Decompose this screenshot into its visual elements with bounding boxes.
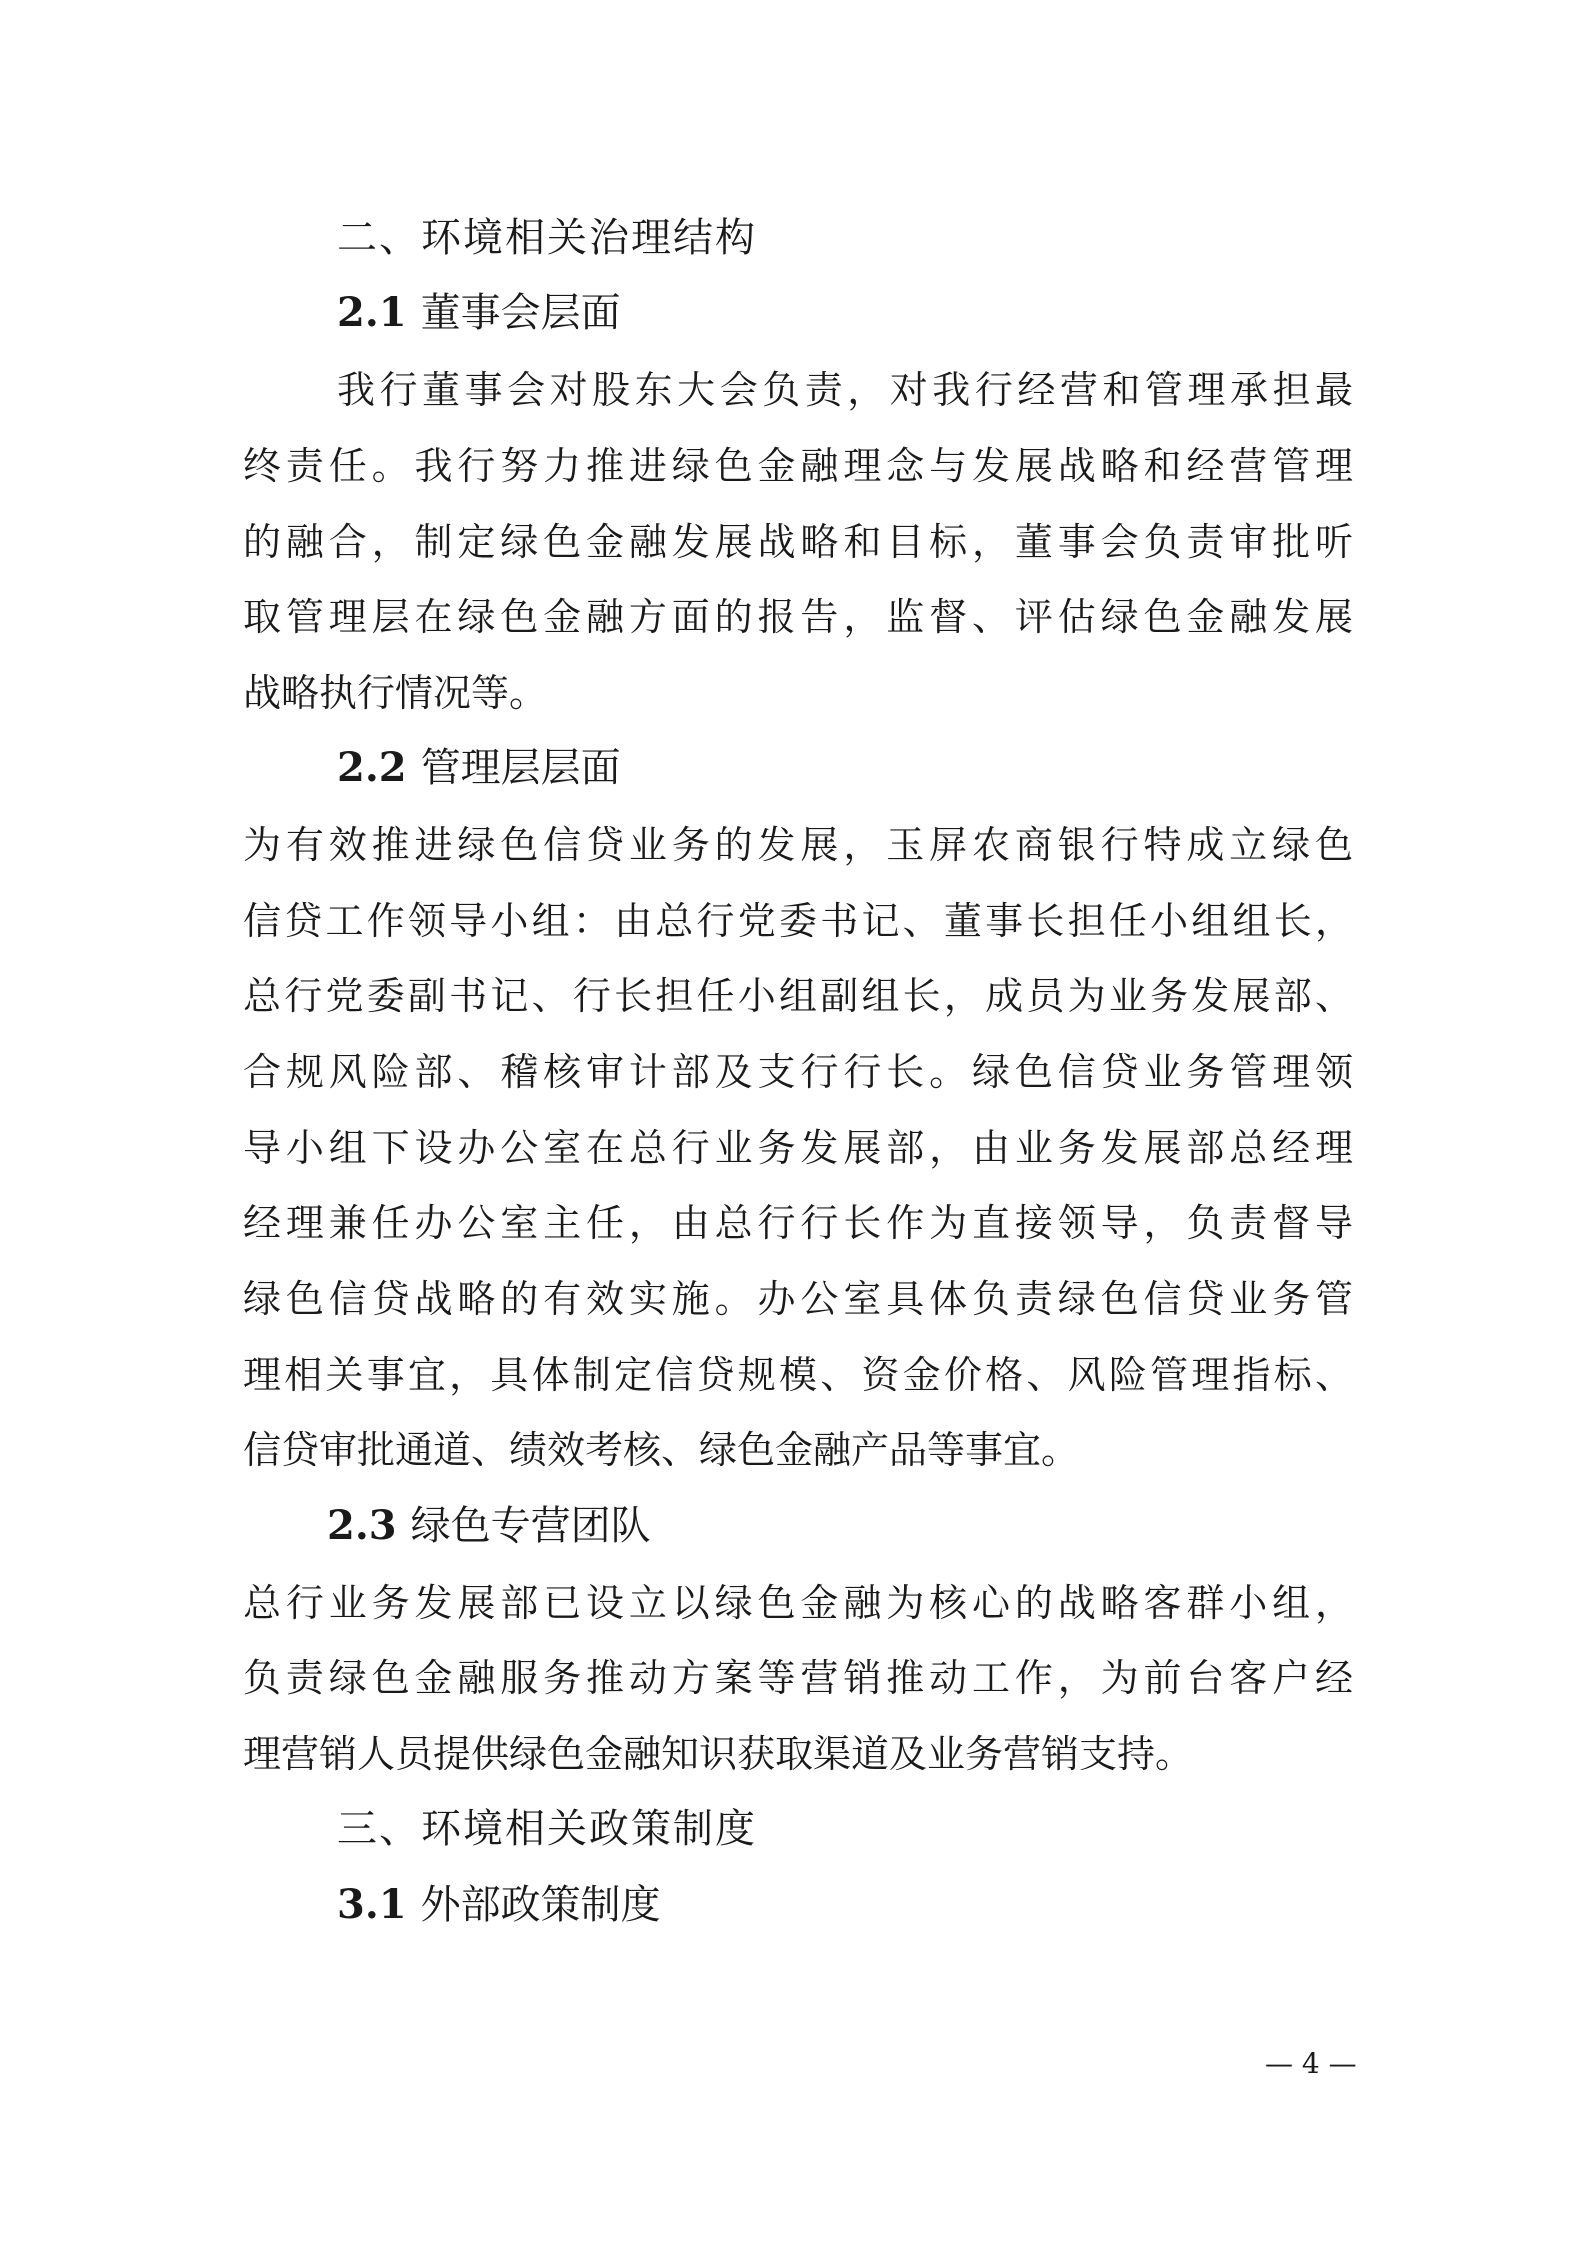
paragraph-line: 信贷工作领导小组：由总行党委书记、董事长担任小组组长，	[243, 899, 1353, 943]
paragraph-line: 信贷审批通道、绩效考核、绿色金融产品等事宜。	[243, 1428, 1080, 1472]
subsection-number: 2.3	[327, 1502, 397, 1549]
paragraph-line: 的融合，制定绿色金融发展战略和目标，董事会负责审批听	[243, 520, 1353, 564]
section-heading-2: 二、环境相关治理结构	[337, 215, 757, 261]
subsection-number: 2.1	[337, 289, 407, 336]
paragraph-line: 经理兼任办公室主任，由总行行长作为直接领导，负责督导	[243, 1201, 1353, 1245]
paragraph-line: 为有效推进绿色信贷业务的发展，玉屏农商银行特成立绿色	[243, 823, 1353, 867]
subsection-heading-2-1	[337, 287, 621, 339]
paragraph-line: 理相关事宜，具体制定信贷规模、资金价格、风险管理指标、	[243, 1353, 1353, 1397]
subsection-heading-2-2	[337, 742, 621, 794]
subsection-heading-2-3	[327, 1500, 651, 1552]
paragraph-line: 负责绿色金融服务推动方案等营销推动工作，为前台客户经	[243, 1656, 1353, 1700]
subsection-title: 董事会层面	[420, 290, 621, 336]
subsection-title: 绿色专营团队	[410, 1503, 651, 1549]
subsection-number: 2.2	[337, 744, 407, 791]
subsection-heading-3-1	[337, 1879, 661, 1931]
paragraph-line: 合规风险部、稽核审计部及支行行长。绿色信贷业务管理领	[243, 1050, 1353, 1094]
paragraph-line: 我行董事会对股东大会负责，对我行经营和管理承担最	[337, 368, 1353, 412]
subsection-title: 外部政策制度	[420, 1882, 661, 1928]
paragraph-line: 战略执行情况等。	[243, 671, 548, 715]
subsection-title: 管理层层面	[420, 745, 621, 791]
section-heading-3: 三、环境相关政策制度	[337, 1806, 757, 1852]
paragraph-line: 导小组下设办公室在总行业务发展部，由业务发展部总经理	[243, 1126, 1353, 1170]
paragraph-line: 理营销人员提供绿色金融知识获取渠道及业务营销支持。	[243, 1732, 1194, 1776]
paragraph-line: 取管理层在绿色金融方面的报告，监督、评估绿色金融发展	[243, 595, 1353, 639]
paragraph-line: 总行党委副书记、行长担任小组副组长，成员为业务发展部、	[243, 974, 1353, 1018]
paragraph-line: 绿色信贷战略的有效实施。办公室具体负责绿色信贷业务管	[243, 1277, 1353, 1321]
subsection-number: 3.1	[337, 1881, 407, 1928]
paragraph-line: 终责任。我行努力推进绿色金融理念与发展战略和经营管理	[243, 444, 1353, 488]
paragraph-line: 总行业务发展部已设立以绿色金融为核心的战略客群小组，	[243, 1581, 1353, 1625]
page-number: — 4 —	[1265, 2047, 1357, 2080]
